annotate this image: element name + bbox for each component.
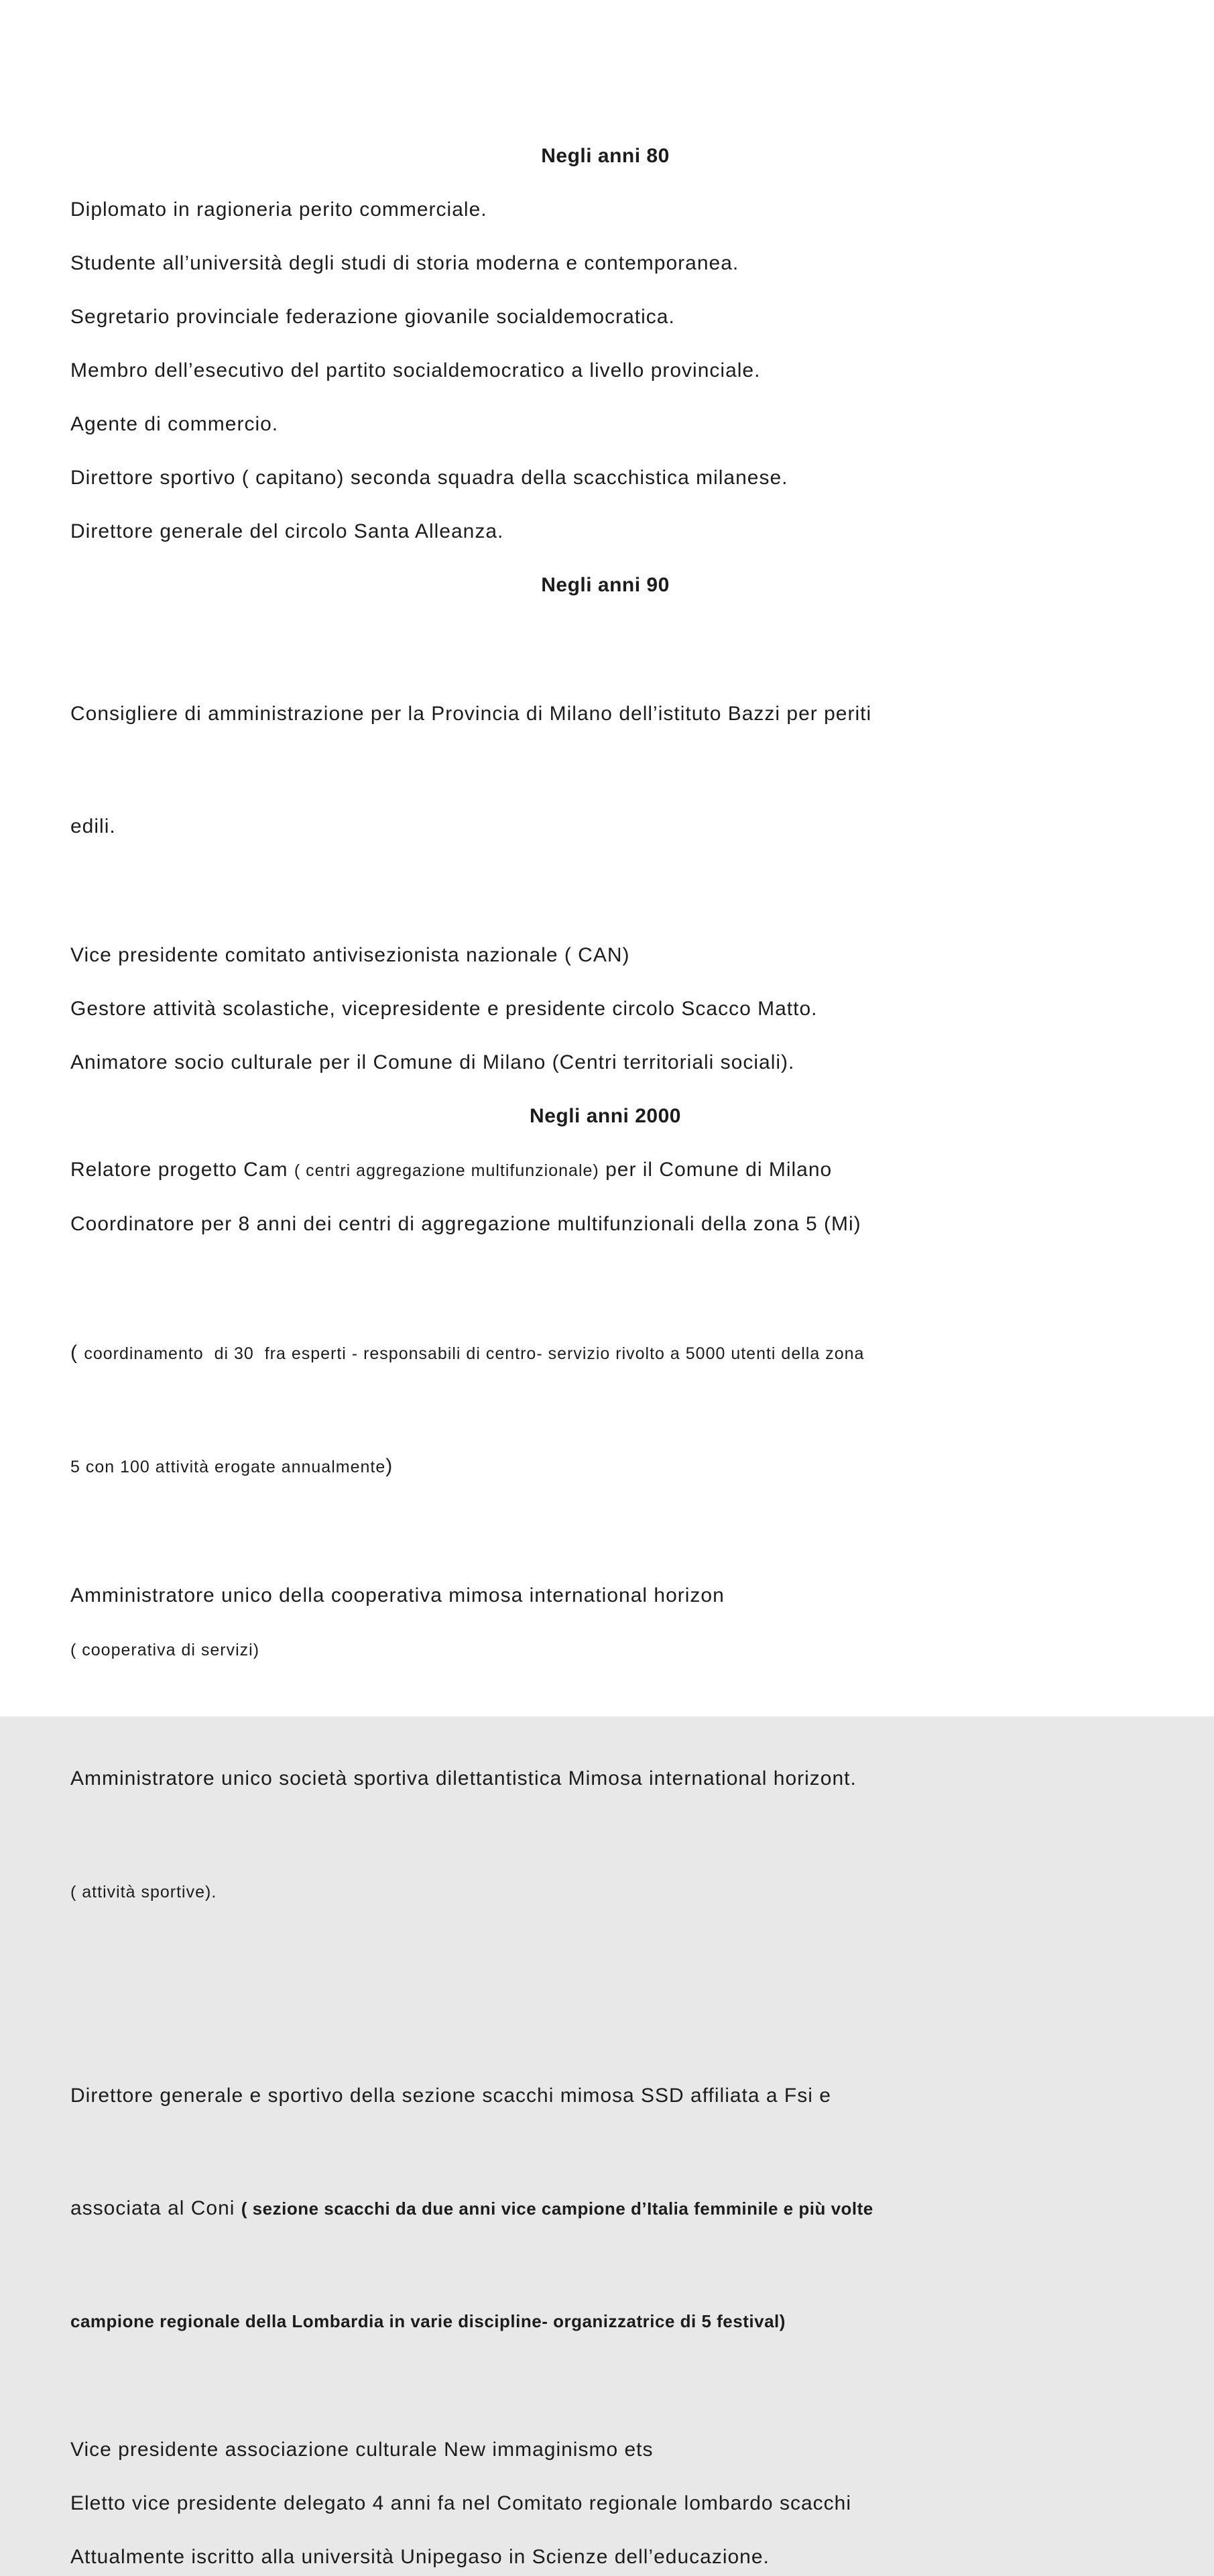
text-segment: ( cooperativa di servizi): [70, 1641, 260, 1659]
text-line: [70, 1760, 1140, 1798]
text-line: [70, 2077, 1140, 2115]
text-segment: Diplomato in ragioneria perito commerciale.: [70, 198, 487, 221]
text-segment: Animatore socio culturale per il Comune di Milano (Centri territoriali sociali).: [70, 1051, 795, 1073]
text-segment: Gestore attività scolastiche, vicepresidente e presidente circolo Scacco Matto.: [70, 998, 818, 1020]
section-heading: Negli anni 80: [541, 145, 670, 167]
paragraph: [70, 298, 1140, 336]
text-segment: Direttore sportivo ( capitano) seconda squadra della scacchistica milanese.: [70, 467, 788, 489]
text-line: [70, 1334, 1140, 1372]
text-segment: Vice presidente comitato antivisezionista nazionale ( CAN): [70, 944, 630, 966]
text-segment: Membro dell’esecutivo del partito socialdemocratico a livello provinciale.: [70, 359, 761, 382]
paragraph: [70, 459, 1140, 497]
text-segment: per il Comune di Milano: [599, 1159, 833, 1181]
text-segment: ): [385, 1455, 393, 1477]
paragraph: [70, 620, 1140, 921]
text-segment: ( centri aggregazione multifunzionale): [294, 1161, 599, 1180]
text-segment: Studente all’università degli studi di storia moderna e contemporanea.: [70, 252, 739, 274]
section-anni-2000: [70, 1098, 1140, 2576]
text-segment: Coordinatore per 8 anni dei centri di aggregazione multifunzionali della zona 5 (Mi): [70, 1213, 861, 1235]
paragraph: [70, 2431, 1140, 2469]
text-segment: Eletto vice presidente delegato 4 anni fa nel Comitato regionale lombardo scacchi: [70, 2492, 851, 2514]
paragraph: [70, 245, 1140, 282]
text-line: [70, 1873, 1140, 1911]
text-segment: ( sezione scacchi da due anni vice campione d’Italia femminile e più volte: [241, 2199, 873, 2219]
paragraph: [70, 513, 1140, 550]
text-segment: edili.: [70, 815, 116, 837]
text-segment: Direttore generale e sportivo della sezione scacchi mimosa SSD affiliata a Fsi e: [70, 2085, 831, 2107]
paragraph: [70, 1685, 1140, 1986]
paragraph: [70, 2538, 1140, 2576]
text-line: [70, 2302, 1140, 2340]
section-anni-80: [70, 137, 1140, 550]
paragraph: [70, 352, 1140, 390]
paragraph: [70, 1631, 1140, 1669]
paragraph: [70, 1044, 1140, 1081]
paragraph: [70, 191, 1140, 229]
text-segment: Vice presidente associazione culturale New immaginismo ets: [70, 2439, 654, 2461]
paragraph: [70, 990, 1140, 1028]
text-line: [70, 1448, 1140, 1486]
section-heading: Negli anni 90: [541, 574, 670, 596]
text-segment: Direttore generale del circolo Santa Alleanza.: [70, 520, 504, 542]
paragraph: [70, 406, 1140, 443]
paragraph: [70, 1151, 1140, 1189]
text-segment: Attualmente iscritto alla università Unipegaso in Scienze dell’educazione.: [70, 2546, 770, 2568]
paragraph: [70, 2485, 1140, 2522]
paragraph: [70, 2002, 1140, 2415]
text-line: [70, 695, 1140, 733]
section-heading: Negli anni 2000: [530, 1105, 681, 1127]
text-line: [70, 2190, 1140, 2227]
text-segment: associata al Coni: [70, 2197, 241, 2219]
paragraph: [70, 1577, 1140, 1615]
paragraph: [70, 937, 1140, 974]
text-segment: coordinamento di 30 fra esperti - responsabili di centro- servizio rivolto a 5000 utenti della zona: [84, 1344, 865, 1363]
text-segment: campione regionale della Lombardia in varie discipline- organizzatrice di 5 festival): [70, 2311, 786, 2331]
text-segment: Relatore progetto Cam: [70, 1159, 294, 1181]
text-segment: (: [70, 1342, 84, 1364]
section-anni-90: [70, 567, 1140, 1081]
text-segment: 5 con 100 attività erogate annualmente: [70, 1458, 386, 1476]
text-segment: ( attività sportive).: [70, 1883, 217, 1901]
text-line: [70, 808, 1140, 845]
text-segment: Amministratore unico società sportiva dilettantistica Mimosa international horizont.: [70, 1767, 857, 1790]
paragraph: [70, 1259, 1140, 1561]
paragraph: [70, 1206, 1140, 1243]
text-segment: Agente di commercio.: [70, 413, 279, 435]
text-segment: Consigliere di amministrazione per la Provincia di Milano dell’istituto Bazzi per periti: [70, 703, 872, 725]
text-segment: Segretario provinciale federazione giovanile socialdemocratica.: [70, 306, 675, 328]
text-segment: Amministratore unico della cooperativa mimosa international horizon: [70, 1584, 725, 1606]
